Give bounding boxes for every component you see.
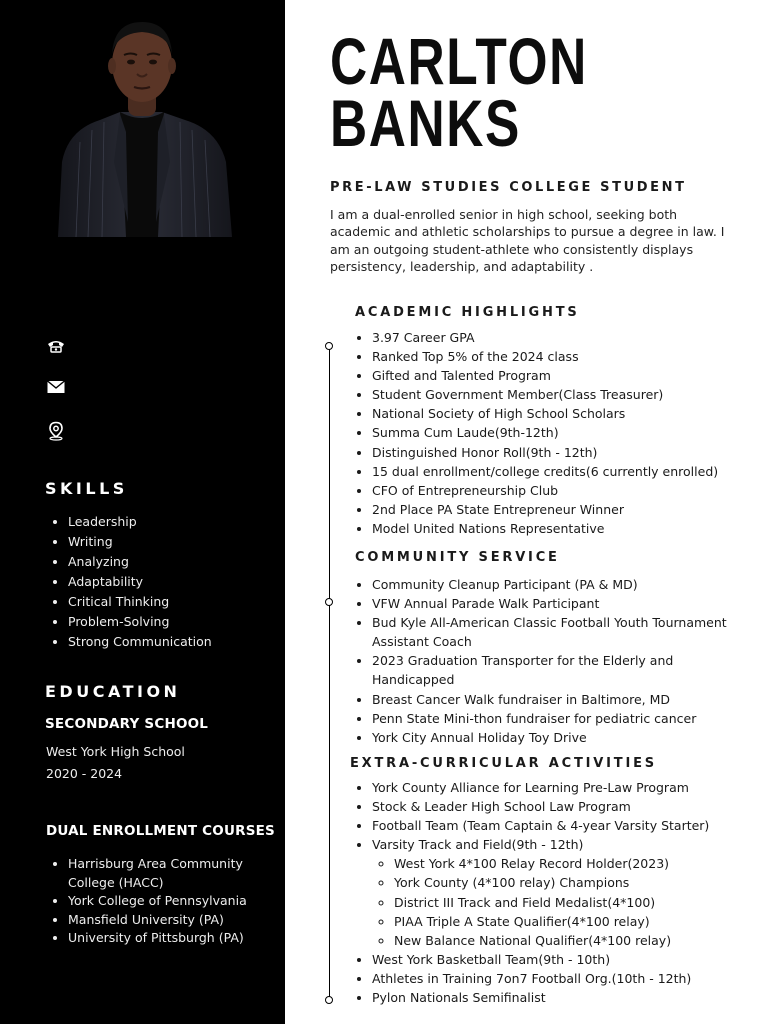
sub-list-item: ◦ New Balance National Qualifier(4*100 relay) [394, 931, 767, 950]
school-name: West York High School [46, 744, 185, 759]
track-sublist [372, 854, 767, 949]
list-item: • Stock & Leader High School Law Program [372, 797, 767, 816]
timeline-dot [325, 598, 333, 606]
list-item: • Critical Thinking [68, 592, 212, 612]
list-item: • York College of Pennsylvania [68, 892, 263, 911]
list-item: • CFO of Entrepreneurship Club [372, 481, 767, 500]
list-item: • Bud Kyle All-American Classic Football Youth Tournament Assistant Coach [372, 613, 732, 651]
job-title: PRE-LAW STUDIES COLLEGE STUDENT [330, 180, 687, 195]
skills-heading: SKILLS [45, 479, 128, 498]
education-heading: EDUCATION [45, 682, 181, 701]
list-item: • 3.97 Career GPA [372, 328, 767, 347]
list-item: • Problem-Solving [68, 612, 212, 632]
list-item: • VFW Annual Parade Walk Participant [372, 594, 732, 613]
sidebar [0, 0, 285, 1024]
list-item: • Mansfield University (PA) [68, 911, 263, 930]
school-years: 2020 - 2024 [46, 766, 123, 781]
list-item: • Penn State Mini-thon fundraiser for pediatric cancer [372, 709, 732, 728]
list-item: • Athletes in Training 7on7 Football Org.(10th - 12th) [372, 969, 767, 988]
list-item: • Community Cleanup Participant (PA & MD) [372, 575, 732, 594]
candidate-name [330, 24, 588, 160]
list-item: • Strong Communication [68, 632, 212, 652]
map-pin-icon[interactable] [46, 421, 66, 441]
list-item: • Writing [68, 532, 212, 552]
name-line-2: BANKS [330, 86, 521, 160]
timeline-line [329, 346, 330, 1002]
list-item: • Ranked Top 5% of the 2024 class [372, 347, 767, 366]
secondary-school-heading: SECONDARY SCHOOL [45, 716, 209, 732]
list-item: • Model United Nations Representative [372, 519, 767, 538]
envelope-icon[interactable] [46, 377, 66, 397]
list-item: • Breast Cancer Walk fundraiser in Baltimore, MD [372, 690, 732, 709]
summary-text: I am a dual-enrolled senior in high school, seeking both academic and athletic scholarships to pursue a degree in law. I am an outgoing student-athlete who consistently displays persistency, leadership, and adaptability . [330, 207, 725, 274]
list-item: • York City Annual Holiday Toy Drive [372, 728, 732, 747]
list-item: • Football Team (Team Captain & 4-year Varsity Starter) [372, 816, 767, 835]
skills-list [24, 512, 212, 652]
list-item: • Pylon Nationals Semifinalist [372, 988, 767, 1007]
list-item-label: Varsity Track and Field(9th - 12th) [372, 837, 584, 853]
dual-enrollment-heading: DUAL ENROLLMENT COURSES [46, 823, 275, 839]
list-item: • 15 dual enrollment/college credits(6 currently enrolled) [372, 462, 767, 481]
extracurricular-heading: EXTRA-CURRICULAR ACTIVITIES [350, 756, 657, 771]
community-service-heading: COMMUNITY SERVICE [355, 550, 560, 565]
academic-highlights-list [347, 328, 767, 538]
sub-list-item: ◦ West York 4*100 Relay Record Holder(2023) [394, 854, 767, 873]
list-item: • University of Pittsburgh (PA) [68, 929, 263, 948]
list-item: • 2023 Graduation Transporter for the Elderly and Handicapped [372, 651, 732, 689]
list-item: • Distinguished Honor Roll(9th - 12th) [372, 443, 767, 462]
timeline-dot [325, 342, 333, 350]
main-content [285, 0, 768, 1024]
list-item: • York County Alliance for Learning Pre-Law Program [372, 778, 767, 797]
community-service-list [347, 575, 732, 747]
academic-highlights-heading: ACADEMIC HIGHLIGHTS [355, 305, 580, 320]
list-item [372, 835, 767, 950]
list-item: • West York Basketball Team(9th - 10th) [372, 950, 767, 969]
list-item: • Harrisburg Area Community College (HACC) [68, 855, 263, 892]
list-item: • Gifted and Talented Program [372, 366, 767, 385]
sub-list-item: ◦ District III Track and Field Medalist(4*100) [394, 893, 767, 912]
profile-photo [40, 12, 245, 237]
sub-list-item: ◦ PIAA Triple A State Qualifier(4*100 relay) [394, 912, 767, 931]
name-line-1: CARLTON [330, 24, 588, 98]
phone-icon[interactable] [46, 336, 66, 356]
sub-list-item: ◦ York County (4*100 relay) Champions [394, 873, 767, 892]
list-item: • Student Government Member(Class Treasurer) [372, 385, 767, 404]
list-item: • Summa Cum Laude(9th-12th) [372, 423, 767, 442]
list-item: • Leadership [68, 512, 212, 532]
list-item: • National Society of High School Scholars [372, 404, 767, 423]
list-item: • Adaptability [68, 572, 212, 592]
list-item: • Analyzing [68, 552, 212, 572]
extracurricular-list [347, 778, 767, 1007]
list-item: • 2nd Place PA State Entrepreneur Winner [372, 500, 767, 519]
timeline-dot [325, 996, 333, 1004]
dual-enrollment-list [24, 855, 263, 948]
